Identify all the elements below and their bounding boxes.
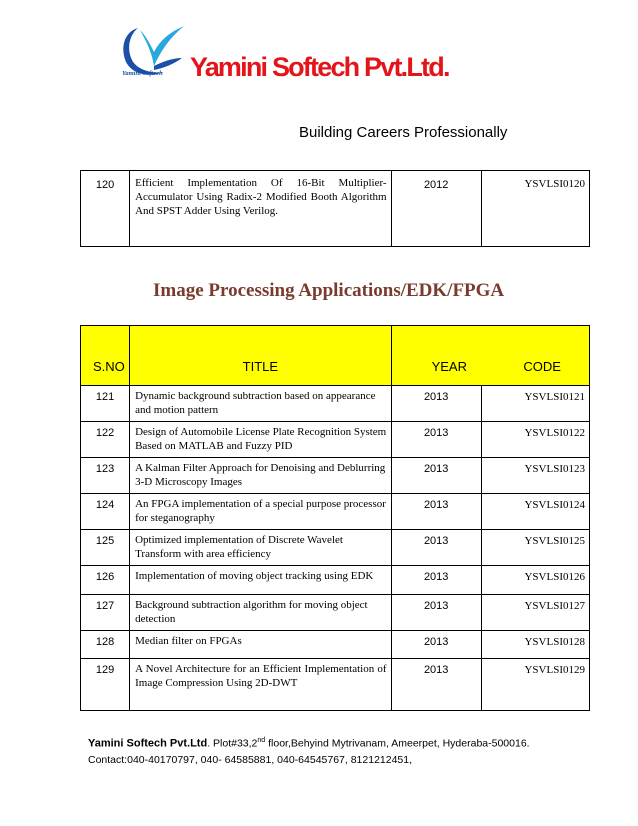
row-code: YSVLSI0127 — [481, 595, 589, 631]
logo-small-text: Yamini Softech — [122, 70, 163, 77]
table-row — [81, 595, 590, 631]
row-year: 2013 — [391, 422, 481, 458]
row-code: YSVLSI0123 — [481, 458, 589, 494]
row-code: YSVLSI0124 — [481, 494, 589, 530]
projects-table — [80, 325, 590, 711]
row-title: Implementation of moving object tracking using EDK — [130, 566, 392, 595]
table-row — [81, 566, 590, 595]
footer-company: Yamini Softech Pvt.Ltd — [88, 737, 208, 750]
company-logo — [118, 18, 498, 90]
table-row — [81, 458, 590, 494]
row-year: 2013 — [391, 659, 481, 711]
footer-contact: Contact:040-40170797, 040- 64585881, 040-64545767, 8121212451, — [88, 753, 413, 766]
table-row — [81, 494, 590, 530]
row-code: YSVLSI0129 — [481, 659, 589, 711]
row-title: Efficient Implementation Of 16-Bit Multiplier-Accumulator Using Radix-2 Modified Booth Algorithm And SPST Adder Using Verilog. — [130, 171, 392, 247]
row-code: YSVLSI0121 — [481, 386, 589, 422]
table-header-row — [81, 326, 590, 386]
row-year: 2013 — [391, 530, 481, 566]
table-row — [81, 659, 590, 711]
table-row — [81, 422, 590, 458]
row-year: 2013 — [391, 631, 481, 659]
row-number: 123 — [81, 458, 130, 494]
row-number: 120 — [81, 171, 130, 247]
row-year: 2013 — [391, 566, 481, 595]
row-code: YSVLSI0125 — [481, 530, 589, 566]
row-number: 128 — [81, 631, 130, 659]
row-code: YSVLSI0128 — [481, 631, 589, 659]
row-title: Optimized implementation of Discrete Wavelet Transform with area efficiency — [130, 530, 392, 566]
row-number: 121 — [81, 386, 130, 422]
row-number: 124 — [81, 494, 130, 530]
header-sno: S.NO — [81, 326, 130, 386]
header-year: YEAR — [391, 326, 481, 386]
row-number: 126 — [81, 566, 130, 595]
table-row — [81, 171, 590, 247]
row-year: 2013 — [391, 386, 481, 422]
row-year: 2012 — [391, 171, 481, 247]
row-number: 125 — [81, 530, 130, 566]
header-title: TITLE — [130, 326, 392, 386]
row-title: A Kalman Filter Approach for Denoising and Deblurring 3-D Microscopy Images — [130, 458, 392, 494]
table-row — [81, 530, 590, 566]
table-row — [81, 386, 590, 422]
row-code: YSVLSI0126 — [481, 566, 589, 595]
row-number: 122 — [81, 422, 130, 458]
row-title: An FPGA implementation of a special purpose processor for steganography — [130, 494, 392, 530]
company-name: Yamini Softech Pvt.Ltd. — [190, 52, 449, 82]
section-title: Image Processing Applications/EDK/FPGA — [153, 280, 505, 301]
row-number: 129 — [81, 659, 130, 711]
footer-address-pre: . Plot#33,2 — [207, 737, 258, 750]
row-year: 2013 — [391, 494, 481, 530]
tagline: Building Careers Professionally — [299, 124, 508, 141]
row-title: Design of Automobile License Plate Recognition System Based on MATLAB and Fuzzy PID — [130, 422, 392, 458]
footer-address-line — [88, 733, 530, 752]
row-title: Background subtraction algorithm for moving object detection — [130, 595, 392, 631]
footer — [88, 733, 530, 768]
row-title: A Novel Architecture for an Efficient Implementation of Image Compression Using 2D-DWT — [130, 659, 392, 711]
table-row — [81, 631, 590, 659]
row-title: Median filter on FPGAs — [130, 631, 392, 659]
footer-address-sup: nd — [257, 737, 266, 744]
footer-address-post: floor,Behyind Mytrivanam, Ameerpet, Hyderaba-500016. — [265, 737, 530, 750]
row-year: 2013 — [391, 595, 481, 631]
row-year: 2013 — [391, 458, 481, 494]
row-title: Dynamic background subtraction based on appearance and motion pattern — [130, 386, 392, 422]
top-table — [80, 170, 590, 247]
header-code: CODE — [481, 326, 589, 386]
row-number: 127 — [81, 595, 130, 631]
row-code: YSVLSI0122 — [481, 422, 589, 458]
logo-swoosh-icon — [118, 18, 190, 88]
row-code: YSVLSI0120 — [481, 171, 589, 247]
